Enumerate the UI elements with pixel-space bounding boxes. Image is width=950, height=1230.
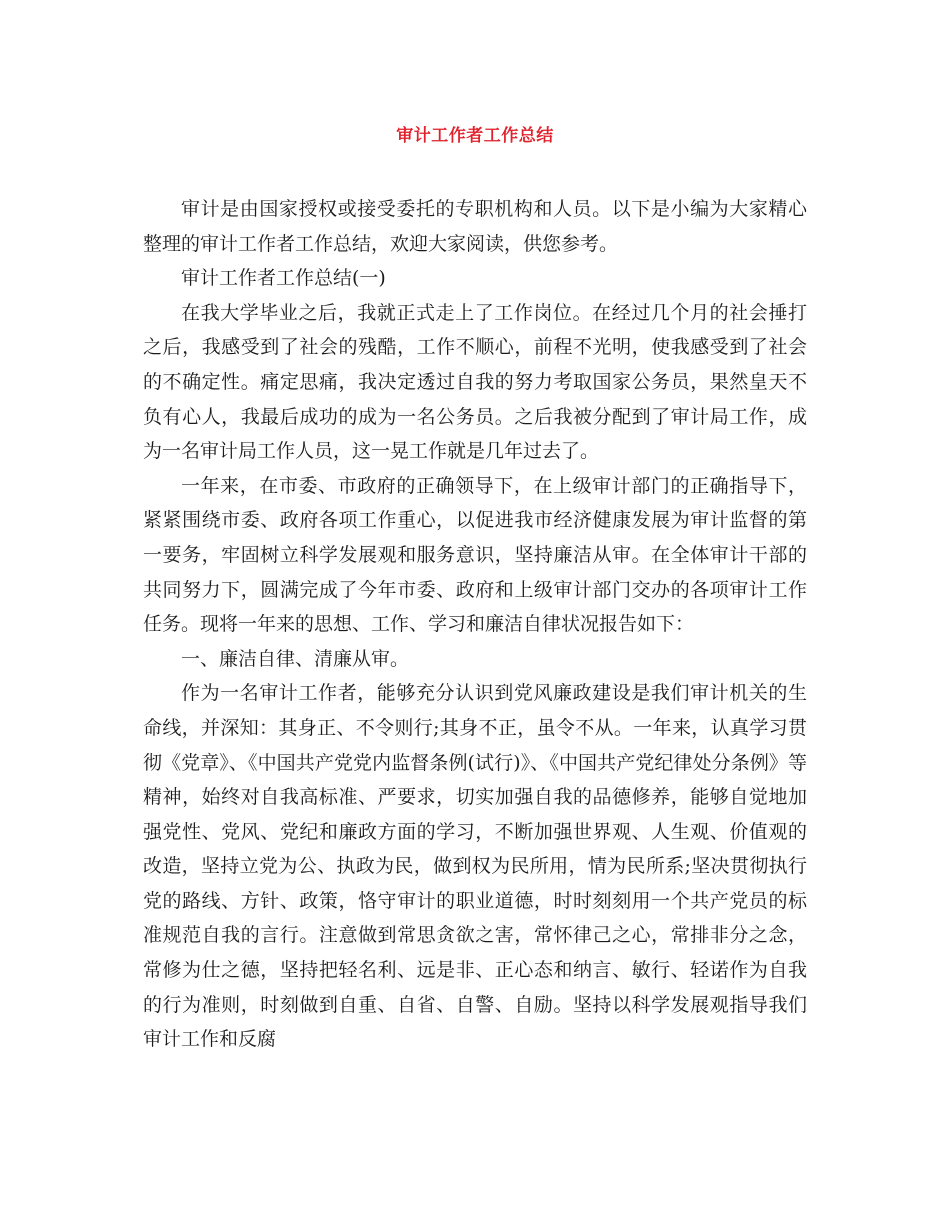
document-title: 审计工作者工作总结 (396, 126, 554, 146)
paragraph-background: 在我大学毕业之后，我就正式走上了工作岗位。在经过几个月的社会捶打之后，我感受到了社会的残酷，工作不顺心，前程不光明，使我感受到了社会的不确定性。痛定思痛，我决定透过自我的努力考取国家公务员，果然皇天不负有心人，我最后成功的成为一名公务员。之后我被分配到了审计局工作，成为一名审计局工作人员，这一晃工作就是几年过去了。 (143, 301, 807, 463)
document-body (143, 192, 807, 1057)
paragraph-section-heading: 审计工作者工作总结(一) (181, 267, 386, 290)
paragraph-subheading-integrity: 一、廉洁自律、清廉从审。 (181, 647, 410, 670)
paragraph-integrity-detail: 作为一名审计工作者，能够充分认识到党风廉政建设是我们审计机关的生命线，并深知：其身正、不令则行;其身不正，虽令不从。一年来，认真学习贯彻《党章》、《中国共产党党内监督条例(试行)》、《中国共产党纪律处分条例》等精神，始终对自我高标准、严要求，切实加强自我的品德修养，能够自觉地加强党性、党风、党纪和廉政方面的学习，不断加强世界观、人生观、价值观的改造，坚持立党为公、执政为民，做到权为民所用，情为民所系;坚决贯彻执行党的路线、方针、政策，恪守审计的职业道德，时时刻刻用一个共产党员的标准规范自我的言行。注意做到常思贪欲之害，常怀律己之心，常排非分之念，常修为仕之德，坚持把轻名利、远是非、正心态和纳言、敏行、轻诺作为自我的行为准则，时刻做到自重、自省、自警、自励。坚持以科学发展观指导我们审计工作和反腐 (143, 682, 807, 1051)
paragraph-year-summary: 一年来，在市委、市政府的正确领导下，在上级审计部门的正确指导下，紧紧围绕市委、政府各项工作重心，以促进我市经济健康发展为审计监督的第一要务，牢固树立科学发展观和服务意识，坚持廉洁从审。在全体审计干部的共同努力下，圆满完成了今年市委、政府和上级审计部门交办的各项审计工作任务。现将一年来的思想、工作、学习和廉洁自律状况报告如下： (143, 474, 807, 636)
paragraph-intro: 审计是由国家授权或接受委托的专职机构和人员。以下是小编为大家精心整理的审计工作者工作总结，欢迎大家阅读，供您参考。 (143, 198, 807, 255)
